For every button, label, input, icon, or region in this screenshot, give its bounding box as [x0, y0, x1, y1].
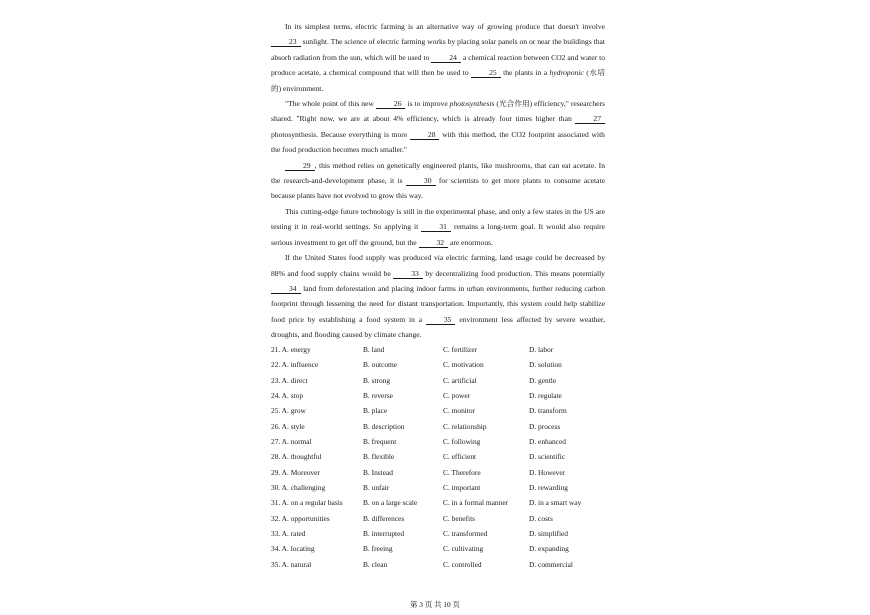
option-c: C. monitor: [443, 406, 476, 416]
option-d: D. labor: [529, 345, 554, 354]
blank-number: 32: [419, 238, 449, 248]
question-row: [271, 511, 611, 526]
passage-text: by decentralizing food production. This means potentially: [422, 268, 605, 278]
italic-term: photosynthesis: [449, 99, 495, 109]
question-row: [271, 434, 611, 449]
blank-number: 27: [575, 114, 605, 124]
option-b: B. place: [363, 406, 388, 416]
passage-text: environment less affected by severe weather, droughts, and flooding caused by climate change.: [271, 314, 605, 340]
answer-options: [271, 342, 611, 572]
option-b: B. unfair: [363, 483, 390, 493]
passage-text: If the United States food supply was produced via electric farming, land usage could be decreased by 88% and food supply chains would be: [271, 253, 605, 278]
option-d: D. rewarding: [529, 483, 568, 493]
question-row: [271, 557, 611, 572]
option-a: 29. A. Moreover: [271, 467, 320, 477]
option-c: C. following: [443, 437, 481, 447]
option-c: C. power: [443, 391, 471, 401]
question-row: [271, 449, 611, 464]
question-row: [271, 403, 611, 418]
option-c: C. efficient: [443, 452, 477, 462]
option-a: 24. A. stop: [271, 391, 304, 401]
blank-number: 31: [421, 222, 451, 232]
option-c: C. benefits: [443, 513, 476, 523]
passage-text: remains a long-term goal. It would also require serious investment to get off the ground, but the: [271, 222, 606, 247]
question-row: [271, 388, 611, 403]
option-b: B. reverse: [363, 391, 393, 401]
question-row: [271, 465, 611, 480]
option-d: D. expanding: [529, 544, 569, 554]
passage-text: are enormous.: [448, 237, 494, 247]
option-d: D. regulate: [529, 391, 562, 401]
passage-text: This cutting-edge future technology is still in the experimental phase, and only a few states in the US are testing it in real-world settings. So applying it: [271, 206, 605, 232]
passage-text: the plants in a: [500, 68, 550, 78]
passage-text: land from deforestation and placing indoor farms in urban environments, further reducing carbon footprint through lessening the need for distant transportation. Importantly, this system could help stabilize food price by establishing a food system in a: [271, 283, 605, 324]
option-b: B. Instead: [363, 467, 393, 477]
passage-text: with this method, the CO2 footprint associated with the food production becomes much smaller.": [271, 129, 605, 155]
blank-number: 25: [471, 68, 501, 78]
option-b: B. differences: [363, 513, 405, 523]
question-row: [271, 342, 611, 357]
option-d: D. gentle: [529, 375, 557, 385]
passage-text: a chemical reaction between CO2 and water to produce acetate, a chemical compound that will then be used to: [271, 52, 606, 78]
blank-number: 28: [410, 130, 440, 140]
blank-number: 33: [393, 269, 423, 279]
passage-text: sunlight. The science of electric farming works by placing solar panels on or near the buildings that absorb radiation from the sun, which will be used to: [271, 37, 605, 62]
question-row: [271, 357, 611, 372]
option-c: C. Therefore: [443, 467, 481, 477]
page-footer: 第 3 页 共 10 页: [410, 600, 460, 609]
option-b: B. interrupted: [363, 529, 405, 539]
passage-paragraph: [271, 250, 605, 342]
passage-paragraph: [271, 158, 605, 204]
option-b: B. freeing: [363, 544, 393, 554]
question-row: [271, 495, 611, 510]
blank-number: 34: [271, 284, 301, 294]
cloze-passage: [271, 19, 605, 343]
option-a: 33. A. rated: [271, 529, 306, 539]
passage-text: , this method relies on genetically engineered plants, like mushrooms, that can eat acetate. In the research-and-development phase, it is: [271, 160, 605, 186]
blank-number: 30: [406, 176, 436, 186]
passage-text: photosynthesis. Because everything is more: [271, 129, 410, 139]
passage-paragraph: [271, 96, 605, 158]
option-a: 26. A. style: [271, 421, 305, 431]
option-d: D. in a smart way: [529, 498, 582, 508]
option-c: C. transformed: [443, 529, 488, 539]
option-b: B. land: [363, 345, 385, 354]
option-d: D. However: [529, 467, 566, 477]
passage-text: for scientists to get more plants to consume acetate because plants have not evolved to grow this way.: [271, 176, 605, 201]
option-a: 21. A. energy: [271, 345, 311, 354]
passage-paragraph: [271, 204, 605, 250]
option-c: C. controlled: [443, 559, 482, 569]
option-d: D. enhanced: [529, 437, 566, 447]
option-a: 35. A. natural: [271, 559, 312, 569]
option-a: 23. A. direct: [271, 375, 308, 385]
blank-number: 23: [271, 37, 301, 47]
option-d: D. commercial: [529, 559, 573, 569]
question-row: [271, 419, 611, 434]
option-c: C. cultivating: [443, 544, 484, 554]
blank-number: 24: [431, 53, 461, 63]
option-c: C. motivation: [443, 360, 484, 370]
option-b: B. description: [363, 421, 405, 431]
italic-term: hydroponic: [549, 68, 584, 78]
passage-text: In its simplest terms, electric farming is an alternative way of growing produce that doesn't involve: [285, 22, 605, 31]
option-d: D. process: [529, 421, 561, 431]
question-row: [271, 373, 611, 388]
option-d: D. solution: [529, 360, 562, 370]
option-b: B. strong: [363, 375, 391, 385]
option-a: 31. A. on a regular basis: [271, 498, 343, 508]
option-b: B. flexible: [363, 452, 395, 462]
passage-text: (水培的) environment.: [271, 68, 605, 93]
option-d: D. simplified: [529, 529, 569, 539]
option-b: B. frequent: [363, 437, 397, 447]
option-b: B. on a large scale: [363, 498, 418, 508]
option-b: B. clean: [363, 559, 388, 569]
option-a: 30. A. challenging: [271, 483, 326, 493]
option-a: 32. A. opportunities: [271, 513, 330, 523]
passage-text: "The whole point of this new: [285, 99, 376, 109]
option-b: B. outcome: [363, 360, 398, 370]
blank-number: 29: [285, 161, 315, 171]
option-c: C. fertilizer: [443, 345, 478, 354]
blank-number: 35: [426, 315, 456, 325]
option-a: 25. A. grow: [271, 406, 306, 416]
option-a: 27. A. normal: [271, 437, 312, 447]
option-d: D. costs: [529, 513, 553, 523]
option-d: D. scientific: [529, 452, 566, 462]
question-row: [271, 526, 611, 541]
option-d: D. transform: [529, 406, 567, 416]
option-c: C. artificial: [443, 375, 477, 385]
blank-number: 26: [376, 99, 406, 109]
option-c: C. relationship: [443, 421, 487, 431]
passage-text: is to improve: [405, 99, 450, 109]
option-a: 28. A. thoughtful: [271, 452, 322, 462]
option-c: C. in a formal manner: [443, 498, 509, 508]
question-row: [271, 480, 611, 495]
option-c: C. important: [443, 483, 481, 493]
passage-text: (光合作用) efficiency," researchers shared. "Right now, we are at about 4% efficiency, which is already four times higher than: [271, 99, 606, 124]
question-row: [271, 541, 611, 556]
option-a: 22. A. influence: [271, 360, 319, 370]
passage-paragraph: [271, 19, 605, 96]
option-a: 34. A. locating: [271, 544, 315, 554]
